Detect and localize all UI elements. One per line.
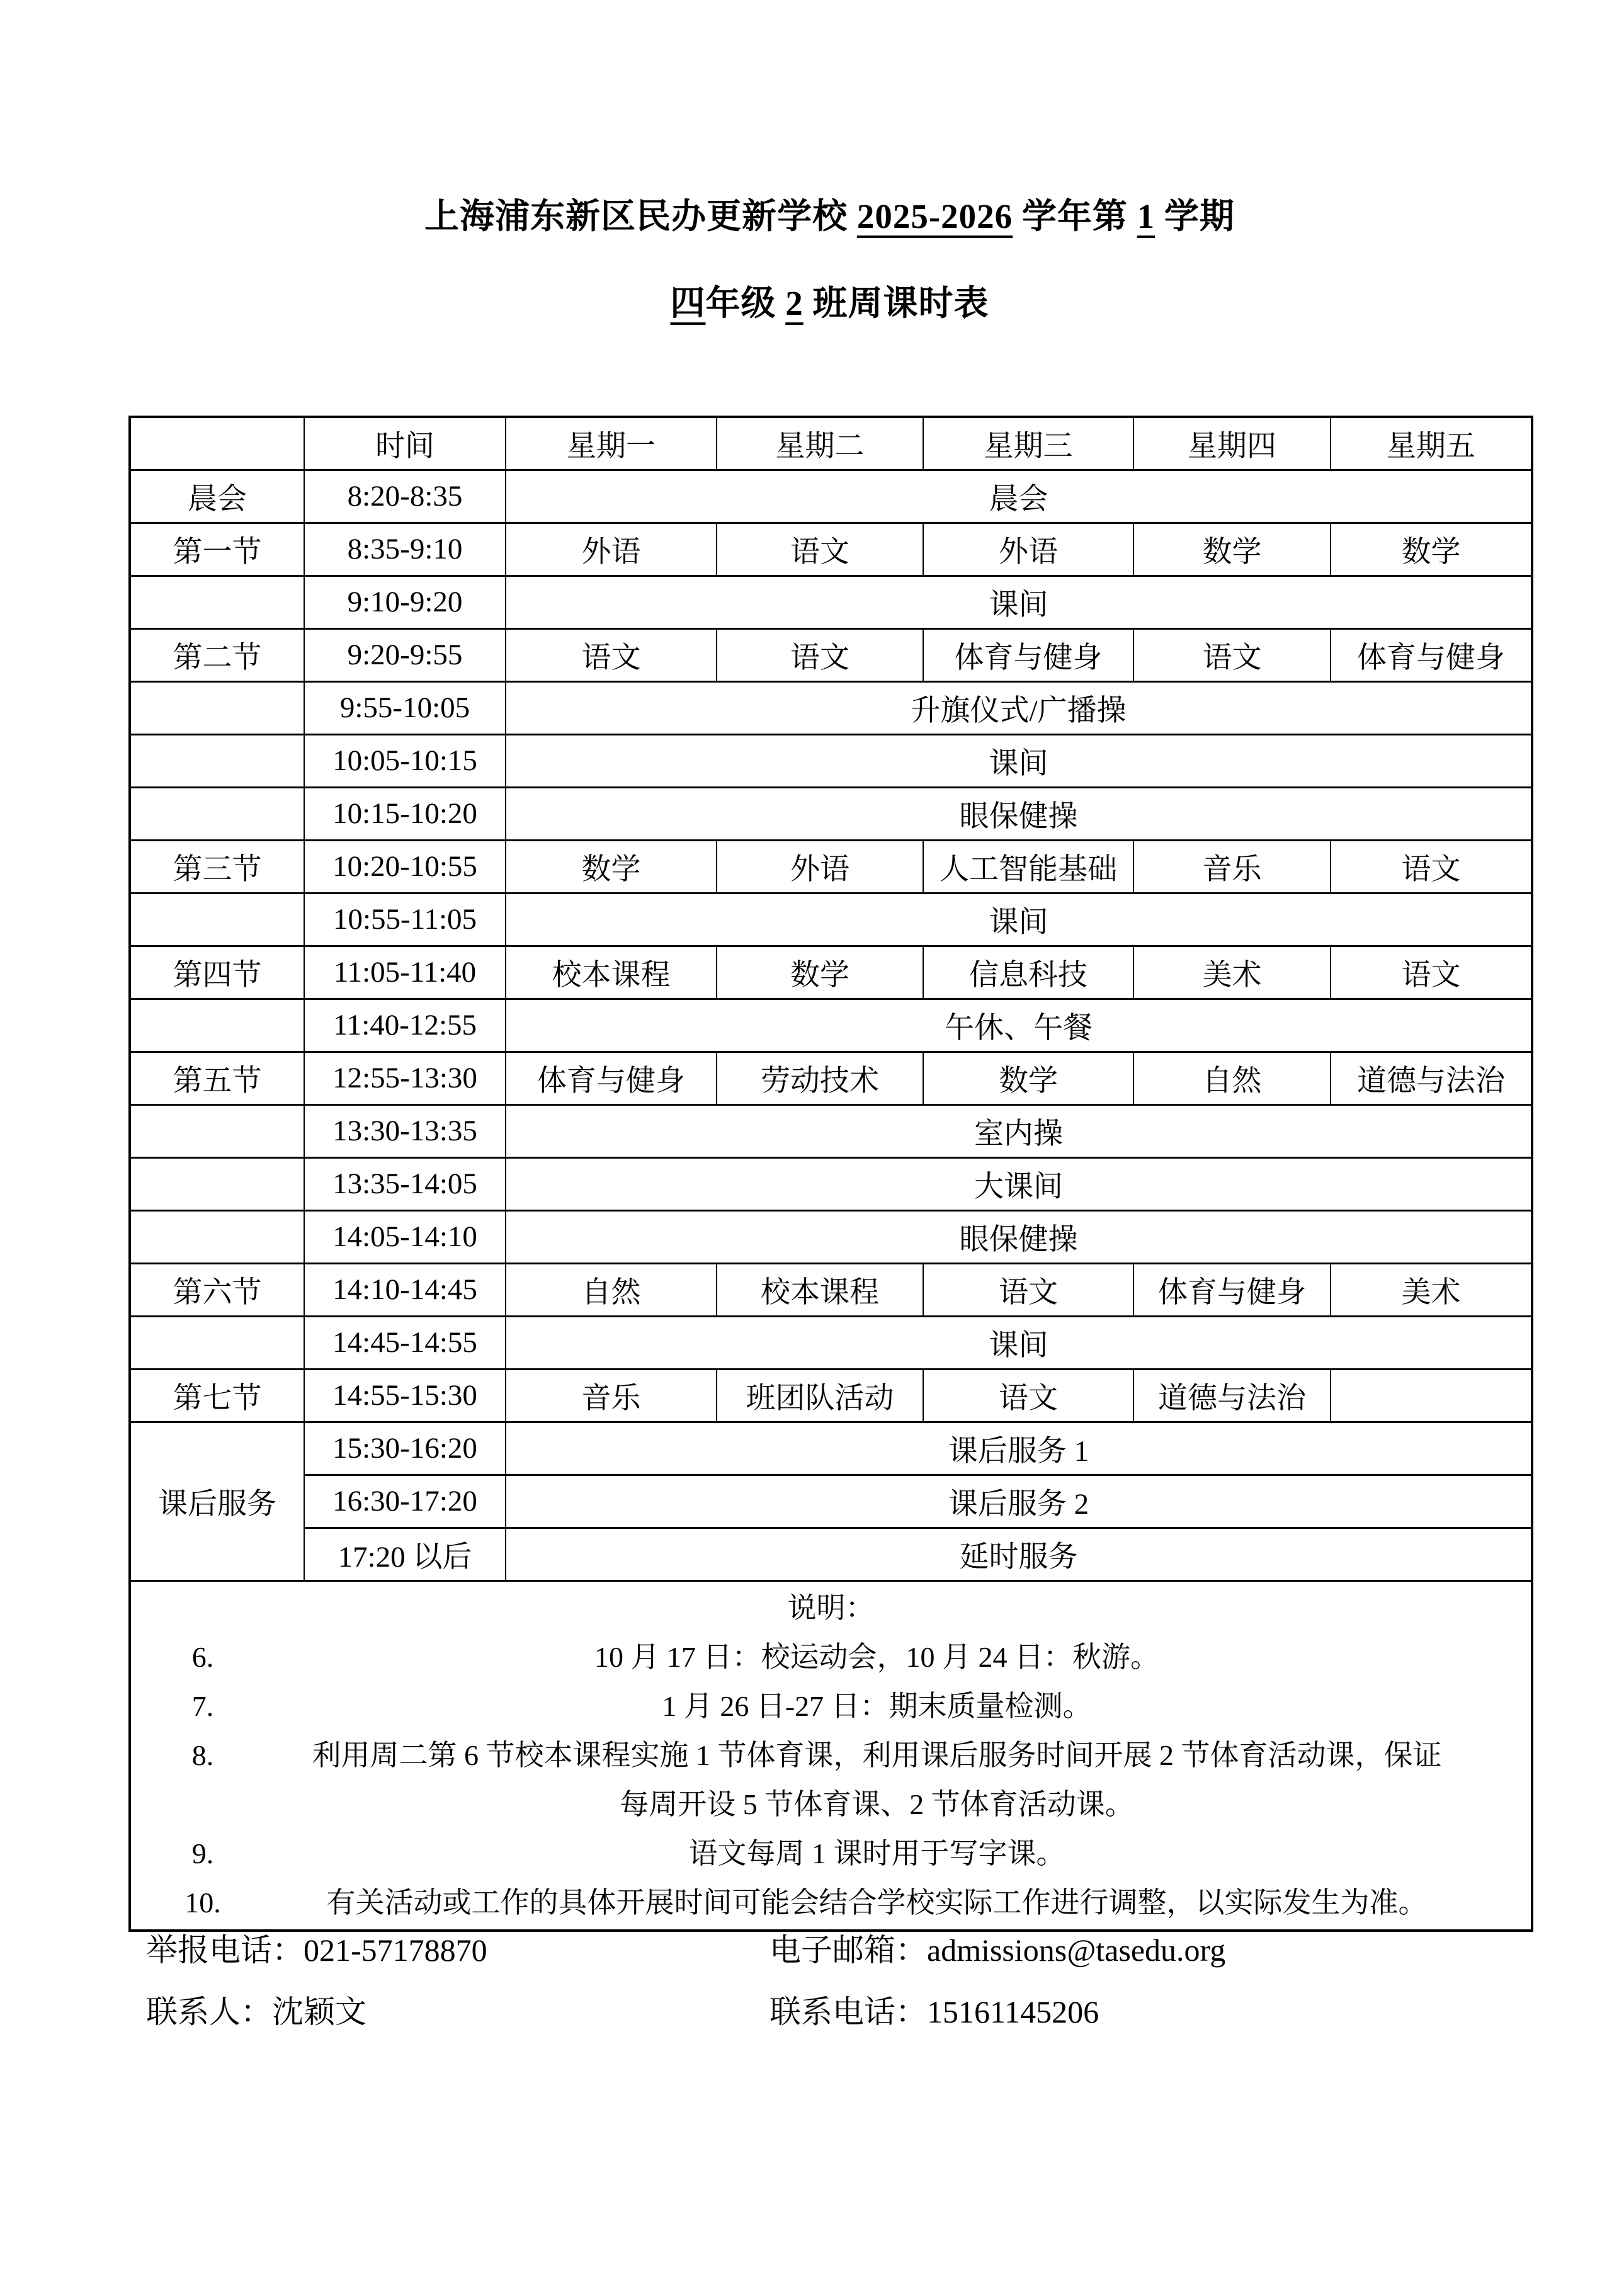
subject-cell: 语文 <box>923 1369 1133 1422</box>
note-text-line: 1 月 26 日-27 日：期末质量检测。 <box>662 1689 1092 1722</box>
section-label-cell <box>130 1157 304 1210</box>
section-label-cell: 第四节 <box>130 946 304 999</box>
subject-cell: 数学 <box>717 946 923 999</box>
time-cell: 17:20 以后 <box>304 1528 506 1580</box>
merged-activity-cell: 眼保健操 <box>506 1210 1532 1263</box>
timetable-body <box>130 470 1532 1931</box>
subject-cell: 数学 <box>506 840 717 893</box>
section-label-cell <box>130 1210 304 1263</box>
subject-cell: 语文 <box>1133 628 1331 681</box>
timetable-row <box>130 523 1532 576</box>
subject-cell: 美术 <box>1331 1263 1532 1316</box>
title-text: 学年第 <box>1013 197 1137 236</box>
contact-phone-value: 15161145206 <box>927 1994 1099 2029</box>
underlined-title-text: 2025-2026 <box>856 197 1013 236</box>
time-cell: 8:35-9:10 <box>304 523 506 576</box>
timetable-row <box>130 1157 1532 1210</box>
time-cell: 14:10-14:45 <box>304 1263 506 1316</box>
header-cell: 星期二 <box>717 417 923 470</box>
subject-cell: 数学 <box>1331 523 1532 576</box>
merged-activity-cell: 眼保健操 <box>506 787 1532 840</box>
header-cell: 星期五 <box>1331 417 1532 470</box>
timetable-row <box>130 840 1532 893</box>
time-cell: 9:20-9:55 <box>304 628 506 681</box>
time-cell: 11:40-12:55 <box>304 999 506 1052</box>
time-cell: 10:55-11:05 <box>304 893 506 946</box>
subject-cell: 语文 <box>1331 946 1532 999</box>
note-text <box>223 1731 1531 1829</box>
note-number: 10. <box>185 1886 221 1919</box>
section-label-cell: 第二节 <box>130 628 304 681</box>
note-number: 9. <box>191 1837 214 1870</box>
note-item <box>131 1633 1531 1682</box>
timetable <box>128 416 1533 1932</box>
section-label-cell: 第五节 <box>130 1052 304 1104</box>
merged-activity-cell: 晨会 <box>506 470 1532 523</box>
subject-cell: 外语 <box>717 840 923 893</box>
subject-cell: 校本课程 <box>717 1263 923 1316</box>
note-item <box>131 1878 1531 1927</box>
timetable-row <box>130 946 1532 999</box>
section-label-cell <box>130 734 304 787</box>
contact-person-label: 联系人： <box>146 1994 272 2029</box>
subject-cell: 道德与法治 <box>1331 1052 1532 1104</box>
note-text-line: 有关活动或工作的具体开展时间可能会结合学校实际工作进行调整，以实际发生为准。 <box>326 1886 1428 1919</box>
time-cell: 13:35-14:05 <box>304 1157 506 1210</box>
subject-cell: 数学 <box>923 1052 1133 1104</box>
subject-cell: 语文 <box>1331 840 1532 893</box>
email-label: 电子邮箱： <box>769 1932 927 1968</box>
note-number: 8. <box>191 1739 214 1771</box>
subject-cell: 语文 <box>717 628 923 681</box>
merged-activity-cell: 大课间 <box>506 1157 1532 1210</box>
note-text <box>223 1633 1531 1682</box>
timetable-row <box>130 1316 1532 1369</box>
timetable-row <box>130 576 1532 628</box>
section-label-cell <box>130 681 304 734</box>
subject-cell: 自然 <box>1133 1052 1331 1104</box>
notes-cell <box>130 1580 1532 1931</box>
note-text-line: 10 月 17 日：校运动会，10 月 24 日：秋游。 <box>594 1640 1159 1673</box>
section-label-cell <box>130 1316 304 1369</box>
subject-cell: 班团队活动 <box>717 1369 923 1422</box>
time-cell: 11:05-11:40 <box>304 946 506 999</box>
title-text: 学期 <box>1155 197 1235 236</box>
header-cell: 星期三 <box>923 417 1133 470</box>
section-label-cell: 课后服务 <box>130 1422 304 1580</box>
timetable-row <box>130 1369 1532 1422</box>
time-cell: 14:05-14:10 <box>304 1210 506 1263</box>
subject-cell: 外语 <box>923 523 1133 576</box>
timetable-row <box>130 681 1532 734</box>
timetable-row <box>130 1528 1532 1580</box>
underlined-title-text: 四 <box>670 284 706 322</box>
time-cell: 10:20-10:55 <box>304 840 506 893</box>
section-label-cell <box>130 576 304 628</box>
time-cell: 14:55-15:30 <box>304 1369 506 1422</box>
note-number: 7. <box>191 1689 214 1722</box>
time-cell: 14:45-14:55 <box>304 1316 506 1369</box>
note-text-line: 每周开设 5 节体育课、2 节体育活动课。 <box>620 1788 1134 1820</box>
subject-cell: 信息科技 <box>923 946 1133 999</box>
merged-activity-cell: 课间 <box>506 576 1532 628</box>
subject-cell: 音乐 <box>1133 840 1331 893</box>
merged-activity-cell: 午休、午餐 <box>506 999 1532 1052</box>
notes-heading: 说明： <box>787 1591 875 1624</box>
report-phone-value: 021-57178870 <box>304 1932 487 1968</box>
note-text <box>223 1878 1531 1927</box>
timetable-row <box>130 1052 1532 1104</box>
time-cell: 8:20-8:35 <box>304 470 506 523</box>
subject-cell: 校本课程 <box>506 946 717 999</box>
note-text-line: 语文每周 1 课时用于写字课。 <box>688 1837 1065 1870</box>
subject-cell: 体育与健身 <box>1331 628 1532 681</box>
subject-cell: 音乐 <box>506 1369 717 1422</box>
time-cell: 10:05-10:15 <box>304 734 506 787</box>
note-item <box>131 1682 1531 1731</box>
section-label-cell <box>130 1104 304 1157</box>
merged-activity-cell: 升旗仪式/广播操 <box>506 681 1532 734</box>
header-cell: 时间 <box>304 417 506 470</box>
timetable-head <box>130 417 1532 470</box>
subject-cell: 语文 <box>923 1263 1133 1316</box>
subject-cell: 劳动技术 <box>717 1052 923 1104</box>
time-cell: 13:30-13:35 <box>304 1104 506 1157</box>
subject-cell: 体育与健身 <box>506 1052 717 1104</box>
underlined-title-text: 1 <box>1137 197 1156 236</box>
time-cell: 9:55-10:05 <box>304 681 506 734</box>
email <box>769 1931 1225 1970</box>
note-item <box>131 1731 1531 1829</box>
section-label-cell: 第三节 <box>130 840 304 893</box>
header-cell: 星期四 <box>1133 417 1331 470</box>
contact-person-value: 沈颖文 <box>272 1994 366 2029</box>
title-text: 年级 <box>705 284 786 322</box>
subject-cell: 自然 <box>506 1263 717 1316</box>
timetable-row <box>130 1210 1532 1263</box>
contact-person <box>146 1992 366 2031</box>
section-label-cell <box>130 893 304 946</box>
subject-cell: 语文 <box>717 523 923 576</box>
timetable-row <box>130 1475 1532 1528</box>
merged-activity-cell: 课间 <box>506 1316 1532 1369</box>
section-label-cell: 晨会 <box>130 470 304 523</box>
merged-activity-cell: 课间 <box>506 734 1532 787</box>
document-title <box>128 194 1531 239</box>
note-text-line: 利用周二第 6 节校本课程实施 1 节体育课，利用课后服务时间开展 2 节体育活动课，保证 <box>312 1739 1442 1771</box>
report-phone-label: 举报电话： <box>146 1932 304 1968</box>
header-cell-empty <box>130 417 304 470</box>
note-item <box>131 1829 1531 1878</box>
document-subtitle <box>128 281 1531 326</box>
subject-cell: 体育与健身 <box>1133 1263 1331 1316</box>
subject-cell: 语文 <box>506 628 717 681</box>
merged-activity-cell: 室内操 <box>506 1104 1532 1157</box>
subject-cell: 外语 <box>506 523 717 576</box>
merged-activity-cell: 课间 <box>506 893 1532 946</box>
email-value: admissions@tasedu.org <box>927 1932 1226 1968</box>
title-text: 上海浦东新区民办更新学校 <box>424 197 857 236</box>
note-text <box>223 1829 1531 1878</box>
section-label-cell: 第七节 <box>130 1369 304 1422</box>
note-number: 6. <box>191 1640 214 1673</box>
timetable-row <box>130 470 1532 523</box>
timetable-row <box>130 628 1532 681</box>
header-cell: 星期一 <box>506 417 717 470</box>
time-cell: 9:10-9:20 <box>304 576 506 628</box>
notes-row <box>130 1580 1532 1931</box>
section-label-cell <box>130 787 304 840</box>
section-label-cell: 第一节 <box>130 523 304 576</box>
time-cell: 10:15-10:20 <box>304 787 506 840</box>
subject-cell: 人工智能基础 <box>923 840 1133 893</box>
subject-cell <box>1331 1369 1532 1422</box>
time-cell: 12:55-13:30 <box>304 1052 506 1104</box>
title-text: 班周课时表 <box>803 284 989 322</box>
merged-activity-cell: 延时服务 <box>506 1528 1532 1580</box>
timetable-row <box>130 1263 1532 1316</box>
contact-phone-label: 联系电话： <box>769 1994 927 2029</box>
timetable-row <box>130 893 1532 946</box>
merged-activity-cell: 课后服务 1 <box>506 1422 1532 1475</box>
subject-cell: 美术 <box>1133 946 1331 999</box>
subject-cell: 数学 <box>1133 523 1331 576</box>
underlined-title-text: 2 <box>785 284 803 322</box>
timetable-row <box>130 999 1532 1052</box>
time-cell: 16:30-17:20 <box>304 1475 506 1528</box>
contact-phone <box>769 1992 1099 2031</box>
timetable-row <box>130 787 1532 840</box>
timetable-row <box>130 734 1532 787</box>
timetable-row <box>130 1104 1532 1157</box>
timetable-row <box>130 1422 1532 1475</box>
subject-cell: 体育与健身 <box>923 628 1133 681</box>
section-label-cell <box>130 999 304 1052</box>
time-cell: 15:30-16:20 <box>304 1422 506 1475</box>
merged-activity-cell: 课后服务 2 <box>506 1475 1532 1528</box>
section-label-cell: 第六节 <box>130 1263 304 1316</box>
note-text <box>223 1682 1531 1731</box>
report-phone <box>146 1931 487 1970</box>
subject-cell: 道德与法治 <box>1133 1369 1331 1422</box>
timetable-header-row <box>130 417 1532 470</box>
